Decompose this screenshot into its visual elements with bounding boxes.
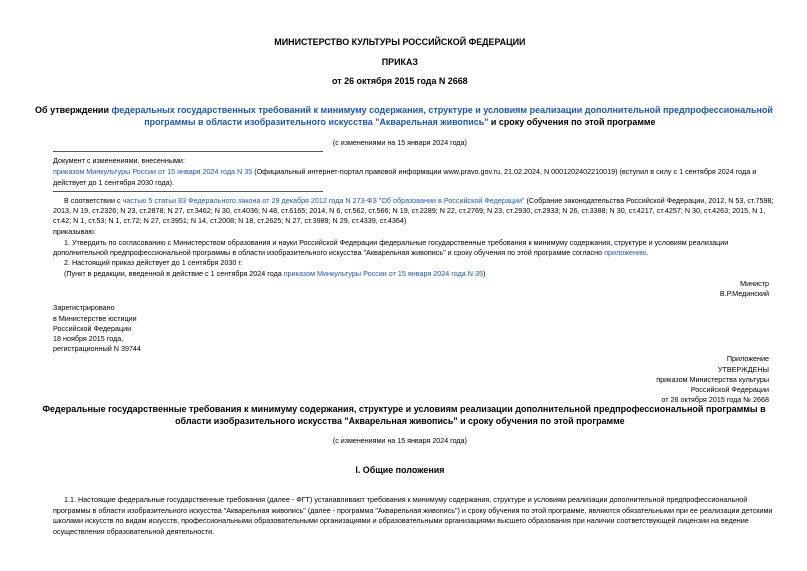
amendment-note: (с изменениями на 15 января 2024 года): [332, 138, 467, 147]
changes-line1: Документ с изменениями, внесенными:: [53, 156, 185, 165]
title-suffix: и сроку обучения по этой программе: [488, 117, 656, 127]
registration-line5: регистрационный N 39744: [53, 344, 141, 353]
preamble-line3: ст.42; N 1, ст.53; N 1, ст.72; N 27, ст.3951; N 14, ст.2008; N 18, ст.2625; N 27, ст.3989; N 29, ст.4339, ст.4364): [53, 216, 407, 225]
signature-position: Министр: [740, 279, 769, 288]
appendix-line5: от 26 октября 2015 года № 2668: [661, 395, 769, 404]
title-link-line2[interactable]: программы в области изобразительного искусства "Акварельная живопись": [144, 117, 489, 127]
registration-line4: 18 ноября 2015 года,: [53, 334, 124, 343]
title-prefix: Об утверждении: [35, 105, 112, 115]
order-title-line2: [0, 116, 800, 128]
amending-order-link[interactable]: приказом Минкультуры России от 15 января 2024 года N 35: [283, 269, 483, 278]
changes-link[interactable]: приказом Минкультуры России от 15 января 2024 года N 35: [53, 167, 253, 176]
preamble-line4: приказываю:: [53, 227, 96, 236]
signature-name: В.Р.Мединский: [719, 289, 769, 298]
divider: [53, 151, 323, 152]
appendix-line3: приказом Министерства культуры: [656, 375, 769, 384]
appendix-title-line2: области изобразительного искусства "Акварельная живопись" и сроку обучения по этой программе: [175, 416, 625, 426]
appendix-link[interactable]: приложению: [604, 248, 647, 257]
preamble-line2: 2013, N 19, ст.2326; N 23, ст.2878; N 27, ст.3462; N 30, ст.4036; N 48, ст.6165; 2014, N 6, ст.562, ст.566; N 19, ст.2289; N 22, ст.2769; N 23, ст.2930, ст.2933; N 26, ст.3388; N 30, ст.4217, ст.4257; N 30, ст.4263; 2015, N 1,: [53, 206, 766, 215]
registration-line1: Зарегистрировано: [53, 303, 115, 312]
appendix-line1: Приложение: [726, 354, 769, 363]
para-line4: осуществления образовательной деятельности.: [53, 527, 215, 536]
ministry-name: МИНИСТЕРСТВО КУЛЬТУРЫ РОССИЙСКОЙ ФЕДЕРАЦИИ: [274, 37, 526, 47]
registration-line2: в Министерстве юстиции: [53, 314, 137, 323]
changes-line2: приказом Минкультуры России от 15 января 2024 года N 35 (Официальный интернет-портал правовой информации www.pravo.gov.ru, 21.02.2024, N 0001202402210019) (вступил в силу с 1 сентября 2024 года и: [53, 167, 757, 176]
para-line1: 1.1. Настоящие федеральные государственные требования (далее - ФГТ) устанавливают требования к минимуму содержания, структуре и условиям реализации дополнительной предпрофессиональной: [64, 495, 748, 504]
item2-note: (Пункт в редакции, введенной в действие с 1 сентября 2024 года приказом Минкультуры России от 15 января 2024 года N 35): [64, 269, 486, 278]
appendix-amendment-note: (с изменениями на 15 января 2024 года): [332, 436, 467, 445]
para-line3: школами искусств по видам искусств, профессиональными образовательными организациями и образовательными организациями высшего образования при наличии соответствующей лицензии на ведение: [53, 516, 749, 525]
divider: [53, 191, 323, 192]
doc-type: ПРИКАЗ: [381, 57, 418, 67]
appendix-line4: Российской Федерации: [690, 385, 769, 394]
appendix-line2: УТВЕРЖДЕНЫ: [717, 365, 769, 374]
order-date-number: от 26 октября 2015 года N 2668: [332, 76, 468, 86]
changes-line3: действует до 1 сентября 2030 года).: [53, 178, 175, 187]
title-link-line1[interactable]: федеральных государственных требований к минимуму содержания, структуре и условиям реализации дополнительной предпрофессиональной: [111, 105, 773, 115]
appendix-title-line1: Федеральные государственные требования к минимуму содержания, структуре и условиям реализации дополнительной предпрофессиональной программы в: [42, 404, 766, 414]
item1-line2: дополнительной предпрофессиональной программы в области изобразительного искусства "Акварельная живопись" и сроку обучения по этой программе согласно приложению.: [53, 248, 649, 257]
law-link[interactable]: частью 5 статьи 83 Федерального закона от 29 декабря 2012 года N 273-ФЗ "Об образовании в Российской Федерации": [122, 196, 525, 205]
section-heading: I. Общие положения: [355, 465, 445, 475]
registration-line3: Российской Федерации: [53, 324, 132, 333]
item2: 2. Настоящий приказ действует до 1 сентября 2030 г.: [64, 258, 243, 267]
preamble-line1: В соответствии с частью 5 статьи 83 Федерального закона от 29 декабря 2012 года N 273-ФЗ "Об образовании в Российской Федерации" (Собрание законодательства Российской Федерации, 2012, N 53, ст.7598;: [64, 196, 774, 205]
item1-line1: 1. Утвердить по согласованию с Министерством образования и науки Российской Федерации федеральные государственные требования к минимуму содержания, структуре и условиям реализации: [64, 238, 729, 247]
order-title-line1: [14, 104, 794, 116]
para-line2: программы в области изобразительного искусства "Акварельная живопись" (далее - программа "Акварельная живопись") и сроку обучения по этой программе, являются обязательными при ее реализации детскими: [53, 506, 773, 515]
